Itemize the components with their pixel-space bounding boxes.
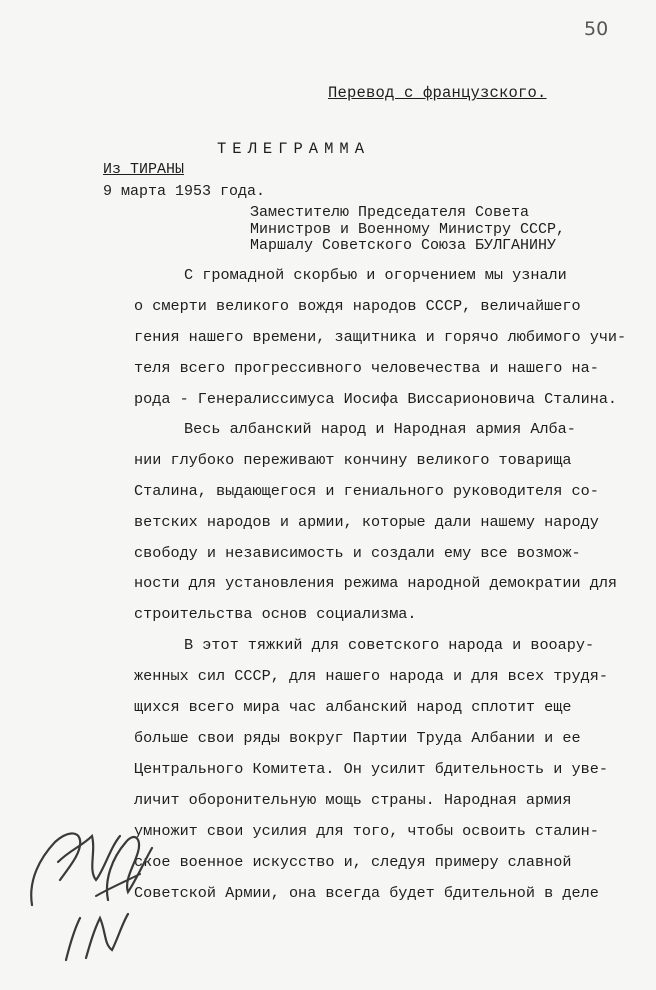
body-line: строительства основ социализма.	[134, 605, 417, 623]
body-line: Центрального Комитета. Он усилит бдительность и уве-	[134, 760, 608, 778]
document-title: ТЕЛЕГРАММА	[217, 140, 371, 158]
body-line: С громадной скорбью и огорчением мы узнали	[184, 266, 567, 284]
body-line: ветских народов и армии, которые дали нашему народу	[134, 513, 599, 531]
body-line: ности для установления режима народной демократии для	[134, 574, 618, 592]
body-line: умножит свои усилия для того, чтобы освоить сталин-	[134, 822, 599, 840]
body-line: личит оборонительную мощь страны. Народная армия	[134, 791, 572, 809]
body-line: В этот тяжкий для советского народа и вооару-	[184, 636, 595, 654]
body-line: Весь албанский народ и Народная армия Алба-	[184, 420, 576, 438]
body-line: о смерти великого вождя народов СССР, величайшего	[134, 297, 581, 315]
addressee-line: Маршалу Советского Союза БУЛГАНИНУ	[250, 237, 557, 254]
body-line: нии глубоко переживают кончину великого товарища	[134, 451, 572, 469]
page-number: 50	[584, 18, 609, 40]
translation-note: Перевод с французского.	[328, 84, 547, 102]
body-line: щихся всего мира час албанский народ сплотит еще	[134, 698, 572, 716]
body-line: рода - Генералиссимуса Иосифа Виссарионовича Сталина.	[134, 390, 618, 408]
body-line: ское военное искусство и, следуя примеру славной	[134, 853, 572, 871]
body-line: теля всего прогрессивного человечества и нашего на-	[134, 359, 599, 377]
body-line: больше свои ряды вокруг Партии Труда Албании и ее	[134, 729, 581, 747]
addressee-line: Заместителю Председателя Совета	[250, 204, 530, 221]
addressee-line: Министров и Военному Министру СССР,	[250, 220, 566, 238]
addressee-block	[250, 205, 565, 255]
body-line: Советской Армии, она всегда будет бдительной в деле	[134, 884, 599, 902]
origin-line: Из ТИРАНЫ	[103, 161, 185, 178]
body-line: гения нашего времени, защитника и горячо любимого учи-	[134, 328, 627, 346]
body-line: Сталина, выдающегося и гениального руководителя со-	[134, 482, 599, 500]
body-line: женных сил СССР, для нашего народа и для всех трудя-	[134, 667, 608, 685]
date-line: 9 марта 1953 года.	[103, 183, 266, 200]
body-line: свободу и независимость и создали ему все возмож-	[134, 544, 581, 562]
